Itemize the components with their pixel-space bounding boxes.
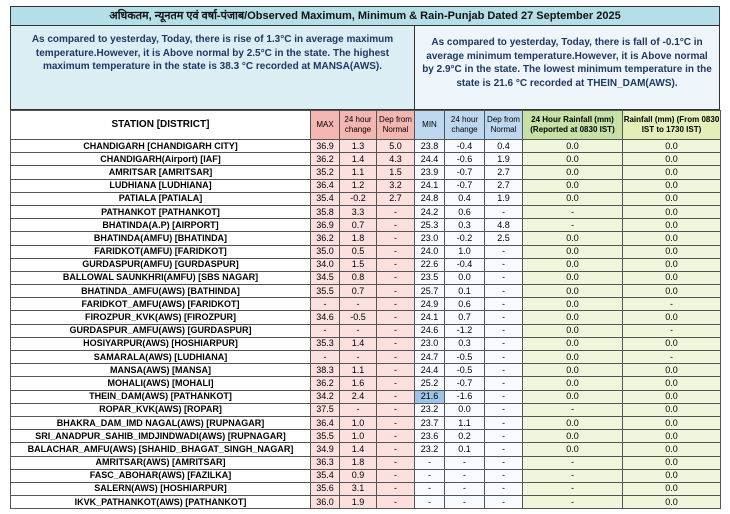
max-change-cell: 0.7: [340, 285, 377, 298]
table-row: [11, 153, 721, 166]
min-dep-cell: -: [485, 311, 523, 324]
table-row: [11, 377, 721, 390]
min-dep-cell: -: [485, 364, 523, 377]
max-temp-summary: As compared to yesterday, Today, there is rise of 1.3°C in average maximum temperature.However, it is Above normal by 2.5°C in the state. The highest maximum temperature in the state is 38.3 °C recorded at MANSA(AWS).: [11, 26, 415, 109]
rain-day-cell: 0.0: [623, 232, 721, 245]
min-change-cell: 0.6: [445, 205, 485, 218]
min-dep-cell: 4.8: [485, 219, 523, 232]
rain-24h-cell: 0.0: [523, 285, 623, 298]
min-change-cell: 0.4: [445, 192, 485, 205]
table-row: [11, 258, 721, 271]
max-change-cell: 3.1: [340, 482, 377, 495]
min-dep-cell: 0.4: [485, 140, 523, 153]
rain-24h-header: 24 Hour Rainfall (mm) (Reported at 0830 IST): [523, 111, 623, 140]
station-name-cell: BALACHAR_AMFU(AWS) [SHAHID_BHAGAT_SINGH_NAGAR]: [11, 443, 311, 456]
rain-day-cell: 0.0: [623, 258, 721, 271]
station-name-cell: GURDASPUR(AMFU) [GURDASPUR]: [11, 258, 311, 271]
min-temp-cell: 23.5: [415, 271, 445, 284]
max-temp-cell: 34.9: [311, 443, 340, 456]
table-row: [11, 140, 721, 153]
rain-24h-cell: 0.0: [523, 258, 623, 271]
min-dep-cell: -: [485, 430, 523, 443]
table-row: [11, 416, 721, 429]
max-temp-cell: 34.0: [311, 258, 340, 271]
max-change-cell: 1.1: [340, 364, 377, 377]
min-temp-cell: 23.0: [415, 232, 445, 245]
rain-day-cell: 0.0: [623, 482, 721, 495]
min-dep-cell: -: [485, 403, 523, 416]
max-temp-cell: 35.5: [311, 430, 340, 443]
max-dep-cell: -: [377, 311, 415, 324]
rain-24h-cell: 0.0: [523, 364, 623, 377]
min-change-cell: 0.0: [445, 271, 485, 284]
rain-day-cell: 0.0: [623, 390, 721, 403]
min-change-cell: -0.5: [445, 364, 485, 377]
max-temp-cell: 35.4: [311, 192, 340, 205]
rain-day-cell: 0.0: [623, 416, 721, 429]
max-temp-cell: 37.5: [311, 403, 340, 416]
min-change-cell: 0.3: [445, 337, 485, 350]
min-temp-summary: As compared to yesterday, Today, there is fall of -0.1°C in average minimum temperature.However, it is Above normal by 2.9°C in the state. The lowest minimum temperature in the state is 21.6 °C recorded at THEIN_DAM(AWS).: [415, 26, 719, 109]
rain-24h-cell: 0.0: [523, 153, 623, 166]
station-name-cell: AMRITSAR [AMRITSAR]: [11, 166, 311, 179]
max-change-cell: 2.4: [340, 390, 377, 403]
min-change-header: 24 hour change: [445, 111, 485, 140]
min-temp-cell: -: [415, 456, 445, 469]
table-row: [11, 219, 721, 232]
station-name-cell: FASC_ABOHAR(AWS) [FAZILKA]: [11, 469, 311, 482]
min-dep-cell: -: [485, 324, 523, 337]
max-dep-cell: 1.5: [377, 166, 415, 179]
station-name-cell: SALERN(AWS) [HOSHIARPUR]: [11, 482, 311, 495]
table-row: [11, 456, 721, 469]
rain-24h-cell: 0.0: [523, 416, 623, 429]
rain-day-cell: -: [623, 324, 721, 337]
rain-24h-cell: -: [523, 205, 623, 218]
max-change-cell: 1.6: [340, 377, 377, 390]
max-temp-cell: 34.5: [311, 271, 340, 284]
max-dep-cell: 5.0: [377, 140, 415, 153]
rain-24h-cell: 0.0: [523, 324, 623, 337]
station-name-cell: PATHANKOT [PATHANKOT]: [11, 205, 311, 218]
rain-24h-cell: 0.0: [523, 377, 623, 390]
max-change-cell: -: [340, 298, 377, 311]
table-row: [11, 166, 721, 179]
station-name-cell: MANSA(AWS) [MANSA]: [11, 364, 311, 377]
table-row: [11, 245, 721, 258]
station-name-cell: SAMARALA(AWS) [LUDHIANA]: [11, 351, 311, 364]
min-change-cell: 1.0: [445, 245, 485, 258]
table-row: [11, 364, 721, 377]
min-temp-cell: 23.9: [415, 166, 445, 179]
station-name-cell: AMRITSAR(AWS) [AMRITSAR]: [11, 456, 311, 469]
max-dep-cell: -: [377, 364, 415, 377]
min-change-cell: -0.7: [445, 377, 485, 390]
max-temp-cell: -: [311, 324, 340, 337]
max-change-cell: 1.4: [340, 153, 377, 166]
max-temp-cell: 36.4: [311, 416, 340, 429]
min-temp-cell: 23.8: [415, 140, 445, 153]
min-dep-cell: 1.9: [485, 192, 523, 205]
min-temp-cell: 25.3: [415, 219, 445, 232]
min-dep-cell: 2.5: [485, 232, 523, 245]
station-name-cell: MOHALI(AWS) [MOHALI]: [11, 377, 311, 390]
table-row: [11, 496, 721, 509]
max-dep-cell: -: [377, 377, 415, 390]
max-change-cell: 1.4: [340, 443, 377, 456]
min-dep-cell: -: [485, 456, 523, 469]
rain-24h-cell: 0.0: [523, 298, 623, 311]
max-dep-cell: -: [377, 245, 415, 258]
min-dep-cell: -: [485, 377, 523, 390]
max-dep-cell: -: [377, 205, 415, 218]
max-temp-cell: 36.4: [311, 179, 340, 192]
min-temp-cell: 24.6: [415, 324, 445, 337]
max-temp-cell: 36.2: [311, 153, 340, 166]
table-row: [11, 192, 721, 205]
table-row: [11, 337, 721, 350]
max-dep-cell: -: [377, 403, 415, 416]
min-change-cell: -: [445, 469, 485, 482]
summary-panel: [10, 26, 720, 110]
observation-table: [10, 110, 721, 509]
max-temp-cell: 36.0: [311, 496, 340, 509]
rain-24h-cell: 0.0: [523, 140, 623, 153]
max-temp-cell: -: [311, 351, 340, 364]
max-dep-cell: -: [377, 456, 415, 469]
min-temp-cell: 23.2: [415, 403, 445, 416]
max-change-cell: 1.8: [340, 456, 377, 469]
max-dep-cell: 3.2: [377, 179, 415, 192]
station-name-cell: HOSIYARPUR(AWS) [HOSHIARPUR]: [11, 337, 311, 350]
rain-24h-cell: 0.0: [523, 311, 623, 324]
rain-day-cell: 0.0: [623, 140, 721, 153]
max-change-cell: 1.2: [340, 179, 377, 192]
table-row: [11, 403, 721, 416]
rain-24h-cell: 0.0: [523, 430, 623, 443]
max-change-cell: 1.8: [340, 232, 377, 245]
station-name-cell: FARIDKOT_AMFU(AWS) [FARIDKOT]: [11, 298, 311, 311]
rain-24h-cell: 0.0: [523, 271, 623, 284]
report-title: अधिकतम, न्यूनतम एवं वर्षा-पंजाब/Observed Maximum, Minimum & Rain-Punjab Dated 27 September 2025: [10, 6, 720, 26]
station-name-cell: PATIALA [PATIALA]: [11, 192, 311, 205]
min-change-cell: -0.5: [445, 351, 485, 364]
table-row: [11, 311, 721, 324]
min-dep-cell: -: [485, 258, 523, 271]
station-name-cell: THEIN_DAM(AWS) [PATHANKOT]: [11, 390, 311, 403]
table-row: [11, 271, 721, 284]
station-header: STATION [DISTRICT]: [11, 111, 311, 140]
max-temp-cell: 36.3: [311, 456, 340, 469]
min-change-cell: -0.4: [445, 140, 485, 153]
max-temp-cell: 35.2: [311, 166, 340, 179]
max-change-cell: 1.5: [340, 258, 377, 271]
min-temp-cell: -: [415, 482, 445, 495]
station-name-cell: LUDHIANA [LUDHIANA]: [11, 179, 311, 192]
rain-day-cell: 0.0: [623, 469, 721, 482]
rain-24h-cell: 0.0: [523, 166, 623, 179]
rain-day-cell: 0.0: [623, 271, 721, 284]
min-change-cell: -0.7: [445, 179, 485, 192]
rain-day-cell: 0.0: [623, 377, 721, 390]
rain-24h-cell: 0.0: [523, 443, 623, 456]
min-change-cell: -1.2: [445, 324, 485, 337]
max-change-cell: 0.9: [340, 469, 377, 482]
max-change-cell: 1.1: [340, 166, 377, 179]
min-change-cell: 0.7: [445, 311, 485, 324]
min-dep-cell: -: [485, 482, 523, 495]
max-temp-cell: 38.3: [311, 364, 340, 377]
rain-day-cell: 0.0: [623, 403, 721, 416]
min-temp-cell: 25.2: [415, 377, 445, 390]
min-temp-cell: 23.2: [415, 443, 445, 456]
station-name-cell: FARIDKOT(AMFU) [FARIDKOT]: [11, 245, 311, 258]
max-dep-cell: -: [377, 219, 415, 232]
min-dep-cell: -: [485, 390, 523, 403]
min-temp-cell: 24.1: [415, 311, 445, 324]
max-dep-cell: -: [377, 482, 415, 495]
table-row: [11, 298, 721, 311]
min-dep-cell: -: [485, 245, 523, 258]
rain-day-cell: 0.0: [623, 311, 721, 324]
table-row: [11, 430, 721, 443]
table-row: [11, 390, 721, 403]
min-dep-cell: -: [485, 351, 523, 364]
max-dep-cell: -: [377, 351, 415, 364]
rain-24h-cell: 0.0: [523, 337, 623, 350]
station-name-cell: BHATINDA_AMFU(AWS) [BATHINDA]: [11, 285, 311, 298]
max-temp-cell: 36.2: [311, 232, 340, 245]
max-dep-cell: -: [377, 324, 415, 337]
min-temp-cell: 24.4: [415, 364, 445, 377]
max-change-cell: 0.7: [340, 219, 377, 232]
min-dep-cell: -: [485, 285, 523, 298]
min-temp-cell: 23.7: [415, 416, 445, 429]
rain-day-cell: 0.0: [623, 337, 721, 350]
min-temp-cell: 25.7: [415, 285, 445, 298]
table-row: [11, 232, 721, 245]
min-temp-cell: -: [415, 469, 445, 482]
max-change-cell: 1.4: [340, 337, 377, 350]
station-name-cell: CHANDIGARH [CHANDIGARH CITY]: [11, 140, 311, 153]
rain-24h-cell: 0.0: [523, 390, 623, 403]
min-change-cell: -: [445, 496, 485, 509]
table-row: [11, 482, 721, 495]
rain-day-header: Rainfall (mm) (From 0830 IST to 1730 IST): [623, 111, 721, 140]
min-temp-cell: 21.6: [415, 390, 445, 403]
min-dep-cell: -: [485, 271, 523, 284]
min-change-cell: -: [445, 482, 485, 495]
max-temp-cell: 36.9: [311, 140, 340, 153]
min-dep-cell: 2.7: [485, 179, 523, 192]
min-temp-cell: 24.7: [415, 351, 445, 364]
max-change-cell: 0.8: [340, 271, 377, 284]
min-temp-cell: -: [415, 496, 445, 509]
max-dep-cell: -: [377, 337, 415, 350]
max-change-cell: -0.5: [340, 311, 377, 324]
max-dep-cell: -: [377, 469, 415, 482]
max-dep-header: Dep from Normal: [377, 111, 415, 140]
max-dep-cell: -: [377, 232, 415, 245]
rain-day-cell: 0.0: [623, 456, 721, 469]
max-dep-cell: -: [377, 298, 415, 311]
max-temp-cell: 35.6: [311, 482, 340, 495]
rain-24h-cell: 0.0: [523, 232, 623, 245]
max-dep-cell: -: [377, 496, 415, 509]
max-dep-cell: -: [377, 258, 415, 271]
rain-day-cell: -: [623, 351, 721, 364]
max-dep-cell: -: [377, 443, 415, 456]
min-dep-cell: -: [485, 337, 523, 350]
min-dep-cell: -: [485, 205, 523, 218]
rain-24h-cell: 0.0: [523, 179, 623, 192]
max-dep-cell: -: [377, 390, 415, 403]
min-dep-cell: 2.7: [485, 166, 523, 179]
max-dep-cell: -: [377, 271, 415, 284]
min-change-cell: -0.4: [445, 258, 485, 271]
min-dep-cell: 1.9: [485, 153, 523, 166]
min-change-cell: 0.0: [445, 403, 485, 416]
station-name-cell: SRI_ANADPUR_SAHIB_IMDJINDWADI(AWS) [RUPNAGAR]: [11, 430, 311, 443]
station-name-cell: BHATINDA(A.P) [AIRPORT]: [11, 219, 311, 232]
max-change-cell: 3.3: [340, 205, 377, 218]
rain-24h-cell: -: [523, 219, 623, 232]
rain-24h-cell: -: [523, 403, 623, 416]
station-name-cell: BALLOWAL SAUNKHRI(AMFU) [SBS NAGAR]: [11, 271, 311, 284]
rain-day-cell: 0.0: [623, 430, 721, 443]
max-change-cell: 1.9: [340, 496, 377, 509]
min-dep-header: Dep from Normal: [485, 111, 523, 140]
min-temp-cell: 22.6: [415, 258, 445, 271]
min-change-cell: 0.1: [445, 285, 485, 298]
max-dep-cell: -: [377, 285, 415, 298]
rain-day-cell: 0.0: [623, 166, 721, 179]
table-row: [11, 443, 721, 456]
table-row: [11, 285, 721, 298]
min-dep-cell: -: [485, 298, 523, 311]
station-name-cell: BHAKRA_DAM_IMD NAGAL(AWS) [RUPNAGAR]: [11, 416, 311, 429]
station-name-cell: ROPAR_KVK(AWS) [ROPAR]: [11, 403, 311, 416]
min-temp-cell: 24.2: [415, 205, 445, 218]
min-change-cell: 0.1: [445, 443, 485, 456]
rain-24h-cell: -: [523, 496, 623, 509]
min-change-cell: -0.2: [445, 232, 485, 245]
rain-24h-cell: 0.0: [523, 245, 623, 258]
rain-24h-cell: -: [523, 456, 623, 469]
min-dep-cell: -: [485, 469, 523, 482]
report: [10, 6, 720, 509]
min-temp-cell: 24.4: [415, 153, 445, 166]
max-temp-cell: 35.0: [311, 245, 340, 258]
min-change-cell: -0.7: [445, 166, 485, 179]
max-dep-cell: -: [377, 430, 415, 443]
rain-day-cell: -: [623, 298, 721, 311]
max-temp-cell: 35.3: [311, 337, 340, 350]
rain-day-cell: 0.0: [623, 285, 721, 298]
table-row: [11, 324, 721, 337]
station-name-cell: FIROZPUR_KVK(AWS) [FIROZPUR]: [11, 311, 311, 324]
rain-24h-cell: -: [523, 469, 623, 482]
rain-day-cell: 0.0: [623, 192, 721, 205]
rain-24h-cell: 0.0: [523, 351, 623, 364]
min-change-cell: 0.6: [445, 298, 485, 311]
min-temp-cell: 24.0: [415, 245, 445, 258]
rain-day-cell: 0.0: [623, 496, 721, 509]
table-header-row: [11, 111, 721, 140]
max-change-cell: 1.0: [340, 430, 377, 443]
min-temp-cell: 23.0: [415, 337, 445, 350]
max-change-cell: 0.5: [340, 245, 377, 258]
table-row: [11, 469, 721, 482]
max-dep-cell: 4.3: [377, 153, 415, 166]
max-change-header: 24 hour change: [340, 111, 377, 140]
rain-day-cell: 0.0: [623, 219, 721, 232]
max-temp-cell: 34.2: [311, 390, 340, 403]
max-temp-cell: 35.8: [311, 205, 340, 218]
max-temp-cell: 35.5: [311, 285, 340, 298]
max-temp-cell: 35.4: [311, 469, 340, 482]
max-temp-cell: -: [311, 298, 340, 311]
min-change-cell: 1.1: [445, 416, 485, 429]
max-temp-cell: 34.6: [311, 311, 340, 324]
max-change-cell: -: [340, 403, 377, 416]
min-change-cell: 0.2: [445, 430, 485, 443]
table-row: [11, 179, 721, 192]
min-temp-cell: 24.9: [415, 298, 445, 311]
rain-24h-cell: -: [523, 482, 623, 495]
rain-day-cell: 0.0: [623, 153, 721, 166]
station-name-cell: GURDASPUR_AMFU(AWS) [GURDASPUR]: [11, 324, 311, 337]
rain-24h-cell: 0.0: [523, 192, 623, 205]
min-change-cell: -1.6: [445, 390, 485, 403]
max-temp-cell: 36.2: [311, 377, 340, 390]
max-change-cell: -: [340, 351, 377, 364]
max-dep-cell: 2.7: [377, 192, 415, 205]
min-dep-cell: -: [485, 416, 523, 429]
min-change-cell: 0.3: [445, 219, 485, 232]
max-dep-cell: -: [377, 416, 415, 429]
max-change-cell: 1.0: [340, 416, 377, 429]
min-temp-cell: 24.8: [415, 192, 445, 205]
rain-day-cell: 0.0: [623, 245, 721, 258]
station-name-cell: IKVK_PATHANKOT(AWS) [PATHANKOT]: [11, 496, 311, 509]
station-name-cell: CHANDIGARH(Airport) [IAF]: [11, 153, 311, 166]
table-row: [11, 205, 721, 218]
rain-day-cell: 0.0: [623, 179, 721, 192]
table-row: [11, 351, 721, 364]
min-header: MIN: [415, 111, 445, 140]
min-change-cell: -: [445, 456, 485, 469]
min-dep-cell: -: [485, 496, 523, 509]
min-temp-cell: 24.1: [415, 179, 445, 192]
max-header: MAX: [311, 111, 340, 140]
max-change-cell: -: [340, 324, 377, 337]
min-temp-cell: 23.6: [415, 430, 445, 443]
max-change-cell: -0.2: [340, 192, 377, 205]
min-dep-cell: -: [485, 443, 523, 456]
station-name-cell: BHATINDA(AMFU) [BHATINDA]: [11, 232, 311, 245]
rain-day-cell: 0.0: [623, 443, 721, 456]
rain-day-cell: 0.0: [623, 364, 721, 377]
max-change-cell: 1.3: [340, 140, 377, 153]
rain-day-cell: 0.0: [623, 205, 721, 218]
min-change-cell: -0.6: [445, 153, 485, 166]
max-temp-cell: 36.9: [311, 219, 340, 232]
